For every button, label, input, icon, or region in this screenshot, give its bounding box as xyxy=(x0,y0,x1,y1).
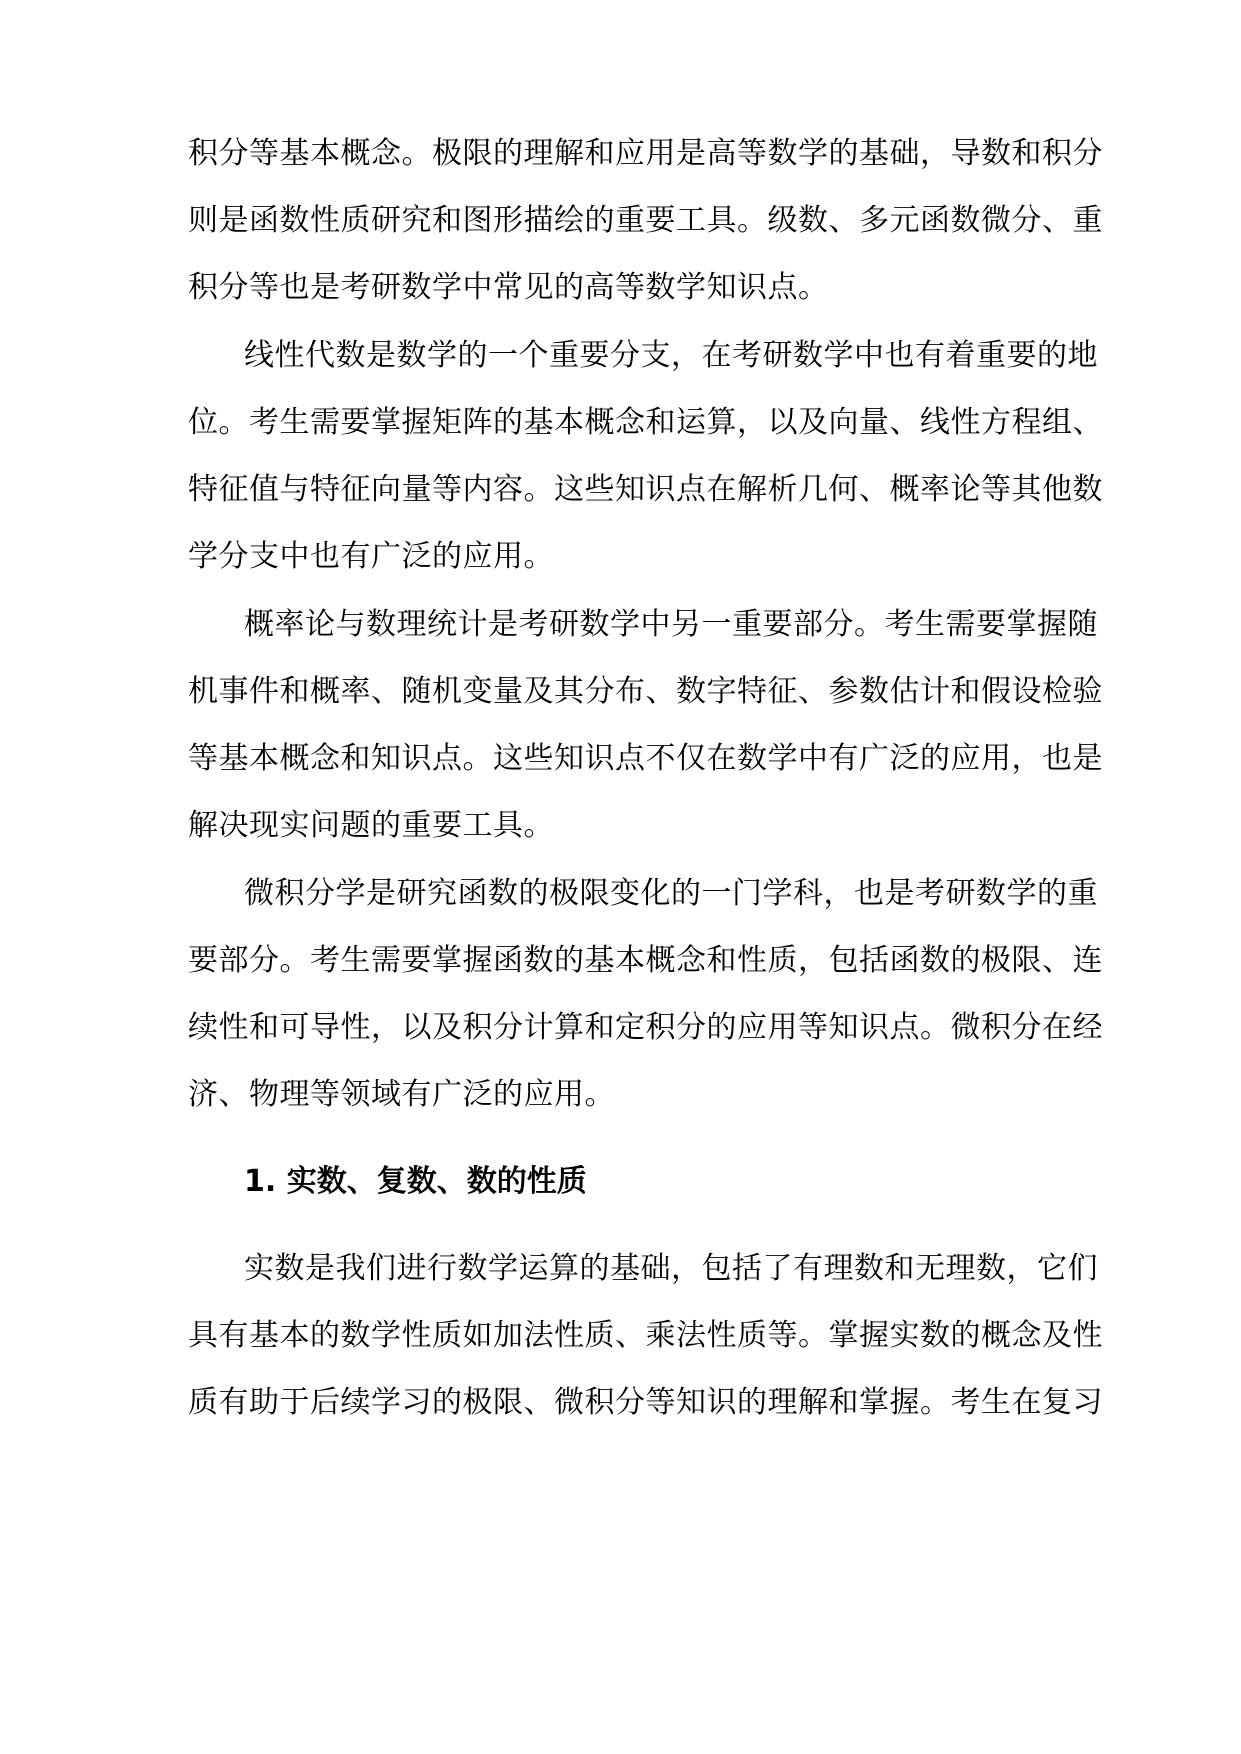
section-paragraph-line-3: 质有助于后续学习的极限、微积分等知识的理解和掌握。考生在复习 xyxy=(188,1385,1103,1420)
paragraph-4-line-2: 要部分。考生需要掌握函数的基本概念和性质，包括函数的极限、连 xyxy=(188,943,1103,978)
paragraph-2-line-2: 位。考生需要掌握矩阵的基本概念和运算，以及向量、线性方程组、 xyxy=(188,405,1103,440)
paragraph-1-line-2: 则是函数性质研究和图形描绘的重要工具。级数、多元函数微分、重 xyxy=(188,203,1103,238)
section-heading: 1. 实数、复数、数的性质 xyxy=(244,1164,587,1199)
paragraph-1-line-3: 积分等也是考研数学中常见的高等数学知识点。 xyxy=(188,270,829,305)
paragraph-3-line-3: 等基本概念和知识点。这些知识点不仅在数学中有广泛的应用，也是 xyxy=(188,741,1103,776)
paragraph-2-line-4: 学分支中也有广泛的应用。 xyxy=(188,539,554,574)
paragraph-4-line-1: 微积分学是研究函数的极限变化的一门学科，也是考研数学的重 xyxy=(244,876,1098,911)
paragraph-1-line-1: 积分等基本概念。极限的理解和应用是高等数学的基础，导数和积分 xyxy=(188,136,1103,171)
section-paragraph-line-2: 具有基本的数学性质如加法性质、乘法性质等。掌握实数的概念及性 xyxy=(188,1318,1103,1353)
paragraph-3-line-2: 机事件和概率、随机变量及其分布、数字特征、参数估计和假设检验 xyxy=(188,674,1103,709)
paragraph-4-line-3: 续性和可导性，以及积分计算和定积分的应用等知识点。微积分在经 xyxy=(188,1010,1103,1045)
section-paragraph-line-1: 实数是我们进行数学运算的基础，包括了有理数和无理数，它们 xyxy=(244,1251,1098,1286)
paragraph-2-line-1: 线性代数是数学的一个重要分支，在考研数学中也有着重要的地 xyxy=(244,338,1098,373)
paragraph-4-line-4: 济、物理等领域有广泛的应用。 xyxy=(188,1077,615,1112)
paragraph-3-line-1: 概率论与数理统计是考研数学中另一重要部分。考生需要掌握随 xyxy=(244,607,1098,642)
paragraph-3-line-4: 解决现实问题的重要工具。 xyxy=(188,808,554,843)
paragraph-2-line-3: 特征值与特征向量等内容。这些知识点在解析几何、概率论等其他数 xyxy=(188,472,1103,507)
